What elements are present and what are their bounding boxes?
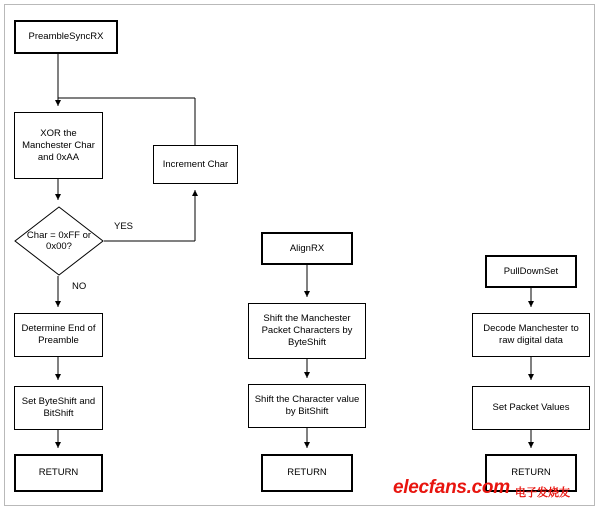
node-label: RETURN	[287, 467, 327, 478]
node-label: PullDownSet	[503, 265, 559, 277]
node-return-alignrx[interactable]	[261, 454, 353, 492]
node-label: XOR the Manchester Char and 0xAA	[22, 127, 95, 163]
node-alignrx[interactable]	[261, 232, 353, 265]
node-label: RETURN	[38, 467, 79, 478]
node-pulldownset[interactable]	[485, 255, 577, 288]
node-increment-char[interactable]	[153, 145, 238, 184]
node-decode-manchester[interactable]	[472, 313, 590, 357]
node-label: Shift the Manchester Packet Characters by ByteShift	[261, 313, 353, 348]
node-label: Determine End of Preamble	[21, 323, 96, 346]
node-determine-end-of-preamble[interactable]	[14, 313, 103, 357]
node-xor-manchester-char[interactable]	[14, 112, 103, 179]
node-return-preamblesyncrx[interactable]	[14, 454, 103, 492]
watermark-chinese: 电子发烧友	[515, 487, 570, 499]
node-set-byteshift-bitshift[interactable]	[14, 386, 103, 430]
node-label: Set Packet Values	[492, 402, 570, 413]
node-label: Increment Char	[162, 158, 229, 170]
node-label: PreambleSyncRX	[28, 31, 104, 42]
node-label: RETURN	[511, 467, 551, 478]
edge-label-yes: YES	[114, 221, 134, 232]
edge-label-no: NO	[72, 281, 87, 292]
node-label: Char = 0xFF or 0x00?	[26, 230, 92, 252]
node-shift-manchester-packet[interactable]	[248, 303, 366, 359]
node-label: AlignRX	[289, 242, 325, 254]
node-preamblesyncrx[interactable]	[14, 20, 118, 54]
node-shift-character-value[interactable]	[248, 384, 366, 428]
node-set-packet-values[interactable]	[472, 386, 590, 430]
watermark-elecfans: elecfans.com	[393, 477, 510, 498]
node-label: Shift the Character value by BitShift	[254, 394, 360, 417]
node-label: Set ByteShift and BitShift	[21, 396, 96, 419]
node-label: Decode Manchester to raw digital data	[483, 323, 579, 346]
node-char-check-decision[interactable]	[14, 206, 104, 276]
